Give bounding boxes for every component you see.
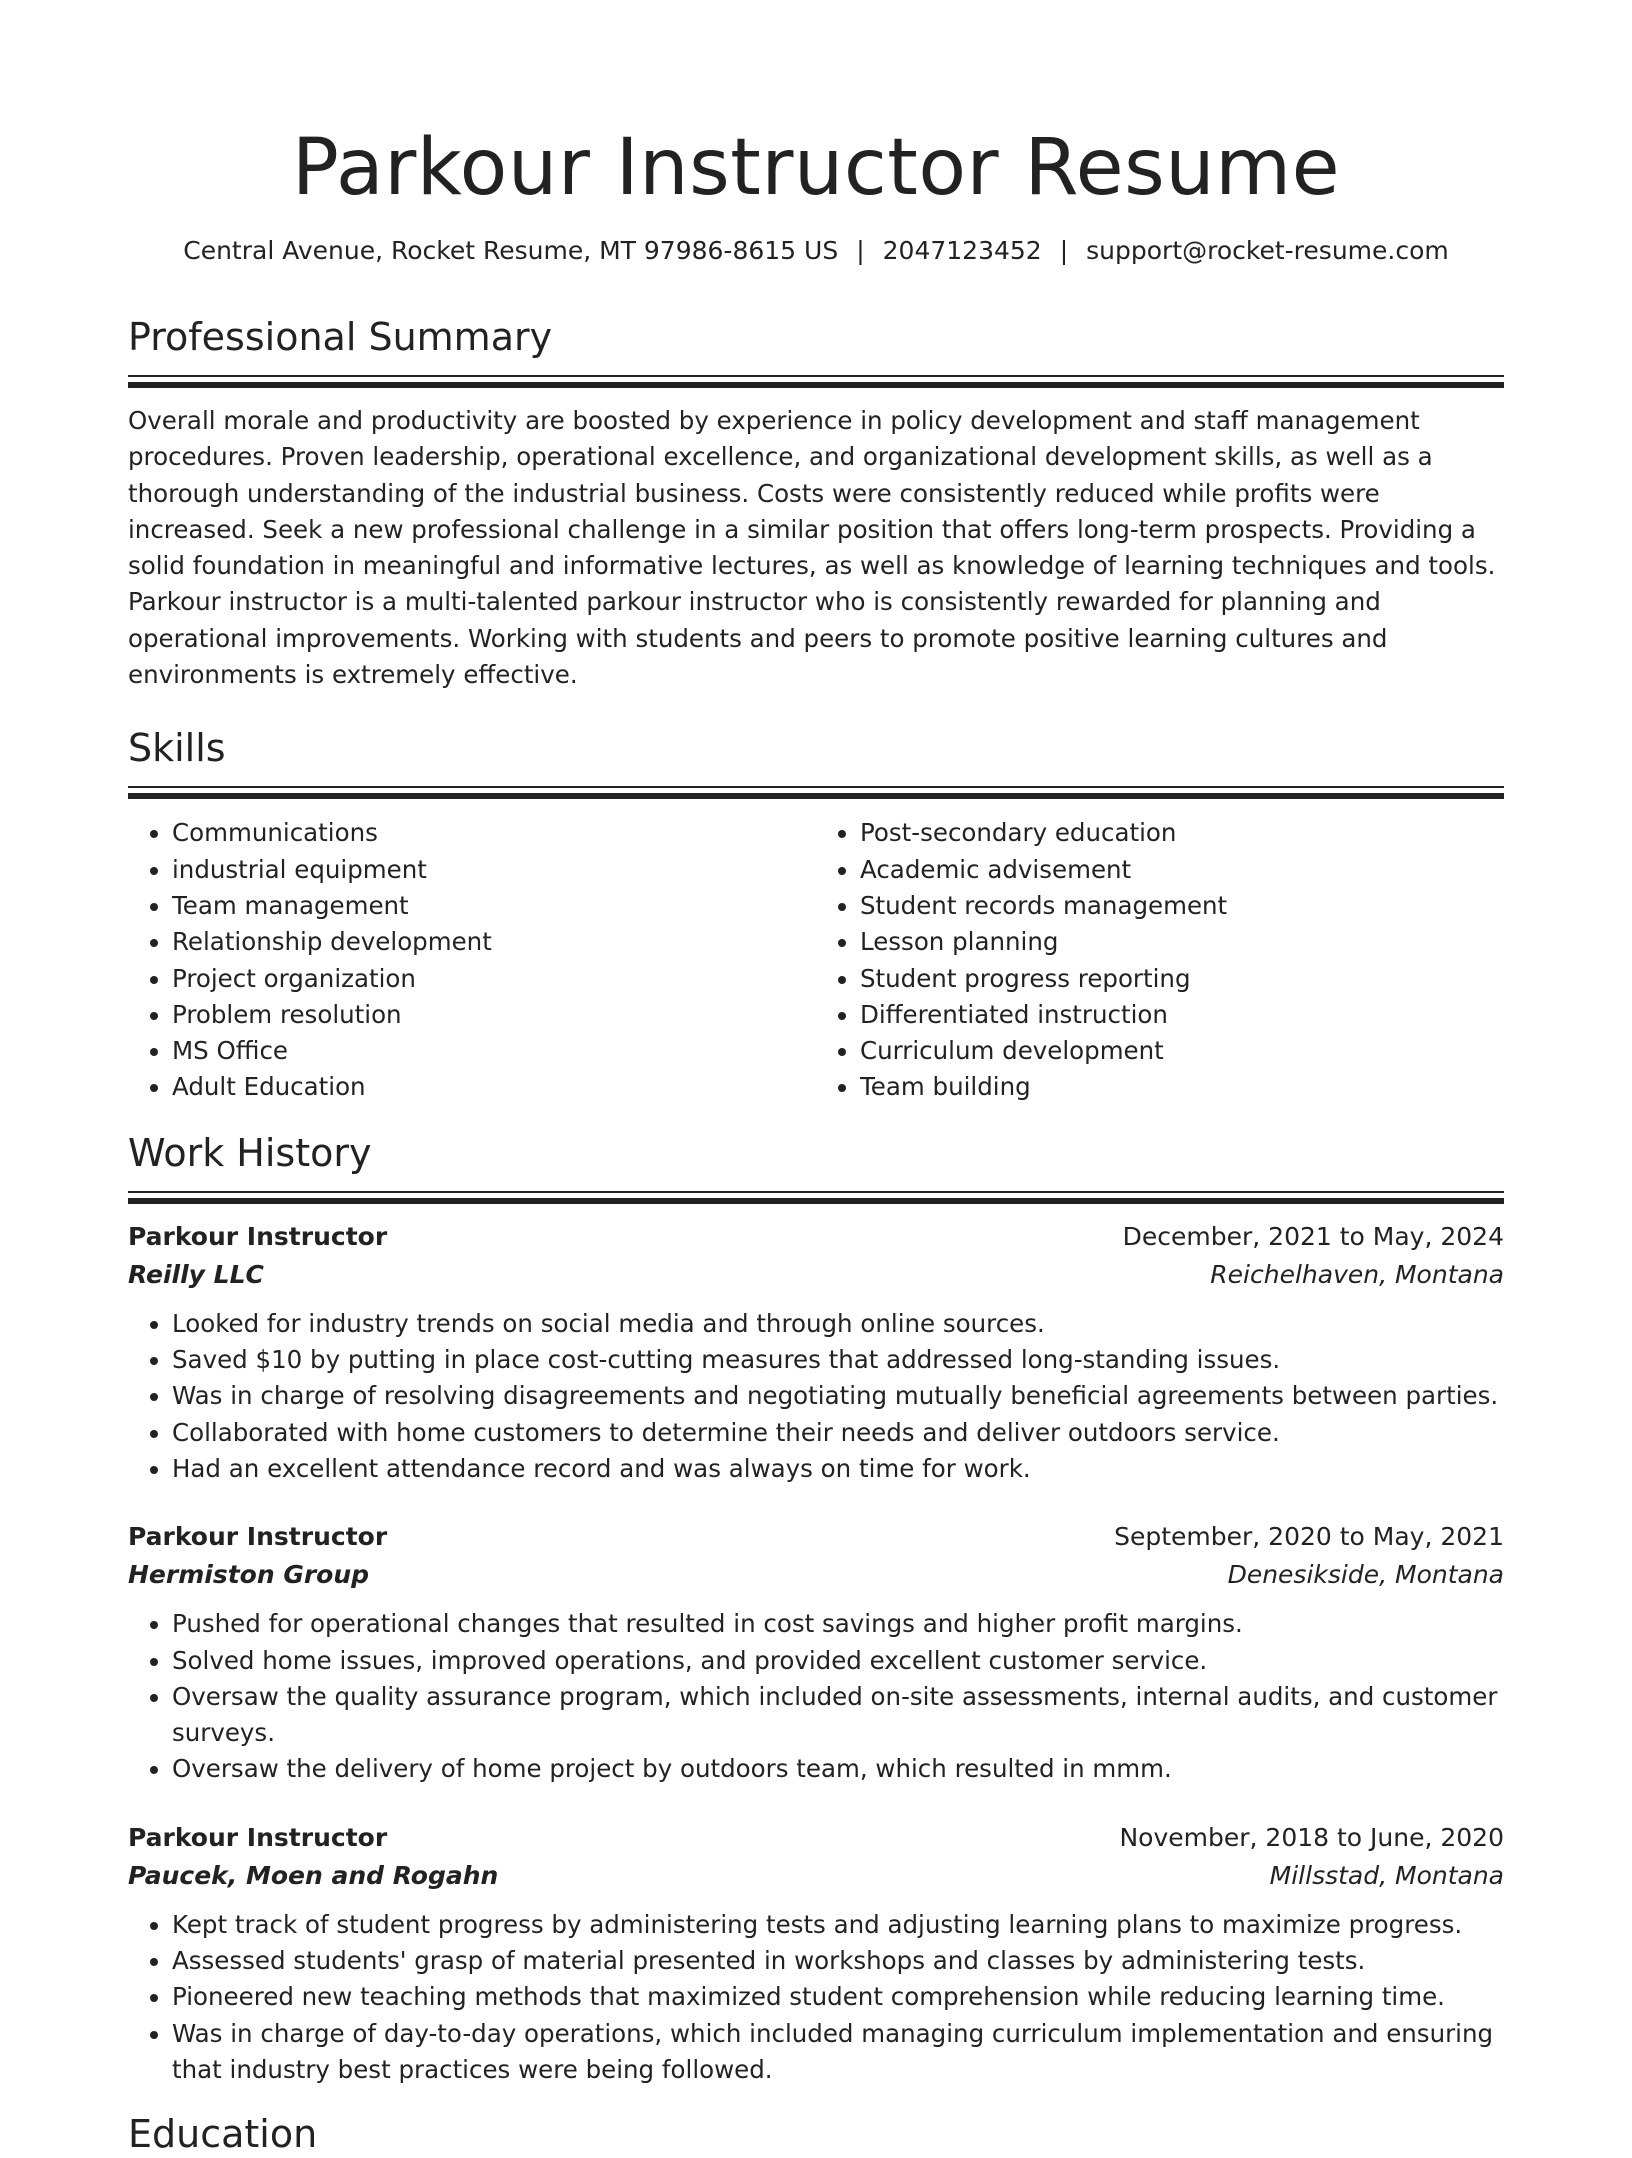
job-company: Paucek, Moen and Rogahn <box>128 1860 499 1890</box>
job-bullet: • Pioneered new teaching methods that maximized student comprehension while reducing learning time. <box>172 1979 1504 2015</box>
job-title: Parkour Instructor <box>128 1822 388 1852</box>
contact-separator: | <box>856 236 865 265</box>
job-bullet: • Had an excellent attendance record and was always on time for work. <box>172 1451 1504 1487</box>
contact-phone: 2047123452 <box>882 236 1042 265</box>
section-divider <box>128 1191 1504 1204</box>
job-bullet: • Saved $10 by putting in place cost-cutting measures that addressed long-standing issues. <box>172 1342 1504 1378</box>
professional-summary-section <box>128 313 1504 693</box>
job-header-row <box>128 1518 1504 1556</box>
skills-column-right <box>816 815 1504 1105</box>
job-bullets <box>128 1606 1504 1787</box>
skill-item: • Communications <box>172 815 816 851</box>
skill-item: • Differentiated instruction <box>860 997 1504 1033</box>
job-location: Denesikside, Montana <box>1227 1560 1504 1590</box>
job-bullet: • Kept track of student progress by administering tests and adjusting learning plans to maximize progress. <box>172 1907 1504 1943</box>
skill-item: • Lesson planning <box>860 924 1504 960</box>
section-divider <box>128 786 1504 799</box>
job-location: Reichelhaven, Montana <box>1210 1259 1504 1289</box>
skills-column-left <box>128 815 816 1105</box>
skill-item: • Project organization <box>172 961 816 997</box>
job-company-row <box>128 1857 1504 1895</box>
job-company-row <box>128 1556 1504 1594</box>
skill-item: • Curriculum development <box>860 1033 1504 1069</box>
job-bullet: • Pushed for operational changes that resulted in cost savings and higher profit margins. <box>172 1606 1504 1642</box>
job-header-row <box>128 1819 1504 1857</box>
job-location: Millsstad, Montana <box>1269 1860 1504 1890</box>
job-title: Parkour Instructor <box>128 1221 388 1251</box>
job-bullet: • Was in charge of day-to-day operations, which included managing curriculum implementation and ensuring that industry best practices were being followed. <box>172 2016 1504 2089</box>
job-entry <box>128 1218 1504 1487</box>
section-heading-work-history: Work History <box>128 1130 372 1175</box>
job-bullet: • Solved home issues, improved operations, and provided excellent customer service. <box>172 1643 1504 1679</box>
resume-title: Parkour Instructor Resume <box>291 123 1341 213</box>
job-bullets <box>128 1907 1504 2088</box>
job-company-row <box>128 1256 1504 1294</box>
job-bullet: • Assessed students' grasp of material presented in workshops and classes by administering tests. <box>172 1943 1504 1979</box>
job-entry <box>128 1518 1504 1787</box>
job-bullet: • Oversaw the delivery of home project by outdoors team, which resulted in mmm. <box>172 1751 1504 1787</box>
section-heading-skills: Skills <box>128 726 226 771</box>
work-history-section <box>128 1129 1504 2088</box>
skill-item: • Problem resolution <box>172 997 816 1033</box>
summary-text: Overall morale and productivity are boosted by experience in policy development and staff management procedures. Proven leadership, operational excellence, and organizational development skills, as well as a thorough understanding of the industrial business. Costs were consistently reduced while profits were increased. Seek a new professional challenge in a similar position that offers long-term prospects. Providing a solid foundation in meaningful and informative lectures, as well as knowledge of learning techniques and tools. Parkour instructor is a multi-talented parkour instructor who is consistently rewarded for planning and operational improvements. Working with students and peers to promote positive learning cultures and environments is extremely effective. <box>128 406 1496 690</box>
skills-section <box>128 724 1504 1105</box>
contact-separator: | <box>1059 236 1069 265</box>
job-bullet: • Was in charge of resolving disagreements and negotiating mutually beneficial agreements between parties. <box>172 1378 1504 1414</box>
contact-line <box>128 234 1504 268</box>
skills-grid <box>128 815 1504 1105</box>
contact-address: Central Avenue, Rocket Resume, MT 97986-8615 US <box>183 236 839 265</box>
skill-item: • Adult Education <box>172 1069 816 1105</box>
job-company: Reilly LLC <box>128 1259 264 1289</box>
job-bullet: • Collaborated with home customers to determine their needs and deliver outdoors service. <box>172 1415 1504 1451</box>
skill-item: • Team management <box>172 888 816 924</box>
section-heading-education: Education <box>128 2112 318 2157</box>
education-section <box>128 2110 1504 2158</box>
job-company: Hermiston Group <box>128 1560 370 1590</box>
job-header-row <box>128 1218 1504 1256</box>
skill-item: • Team building <box>860 1069 1504 1105</box>
skill-item: • Academic advisement <box>860 852 1504 888</box>
skill-item: • MS Office <box>172 1033 816 1069</box>
job-bullet: • Oversaw the quality assurance program, which included on-site assessments, internal audits, and customer surveys. <box>172 1679 1504 1752</box>
job-bullets <box>128 1306 1504 1487</box>
skill-item: • Relationship development <box>172 924 816 960</box>
job-bullet: • Looked for industry trends on social media and through online sources. <box>172 1306 1504 1342</box>
skill-item: • industrial equipment <box>172 852 816 888</box>
job-dates: November, 2018 to June, 2020 <box>1119 1822 1504 1852</box>
skill-item: • Post-secondary education <box>860 815 1504 851</box>
job-dates: September, 2020 to May, 2021 <box>1114 1522 1504 1552</box>
job-entry <box>128 1819 1504 2088</box>
contact-email: support@rocket-resume.com <box>1086 236 1449 265</box>
skill-item: • Student progress reporting <box>860 961 1504 997</box>
skill-item: • Student records management <box>860 888 1504 924</box>
section-heading-summary: Professional Summary <box>128 315 553 359</box>
job-dates: December, 2021 to May, 2024 <box>1122 1221 1504 1251</box>
section-divider <box>128 375 1504 388</box>
job-title: Parkour Instructor <box>128 1522 388 1552</box>
